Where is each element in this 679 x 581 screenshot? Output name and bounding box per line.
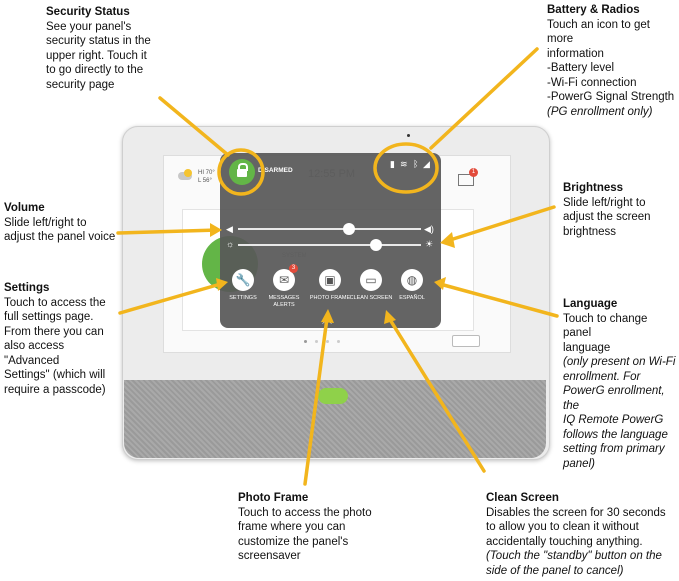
battery-icon[interactable]: ▮ — [390, 159, 395, 169]
language-arrow — [440, 284, 557, 316]
messages-alerts-label: MESSAGES ALERTS — [268, 295, 300, 308]
speaker-low-icon: ◀ — [226, 224, 233, 234]
callout-note: follows the language — [563, 428, 668, 441]
callout-line: screensaver — [238, 550, 301, 562]
callout-line: Slide left/right to — [4, 216, 87, 229]
brightness-arrow — [450, 207, 554, 240]
callout-line: accidentally touching anything. — [486, 535, 643, 548]
weather-low: L 56° — [198, 178, 212, 184]
callout-line: -Wi-Fi connection — [547, 76, 637, 89]
callout-note: (Touch the "standby" button on the — [486, 550, 662, 562]
brightness-title: Brightness — [563, 182, 624, 194]
bluetooth-icon[interactable]: ᛒ — [413, 159, 419, 169]
callout-line: Touch to access the photo — [238, 506, 372, 519]
volume-arrowhead — [210, 223, 222, 237]
clean-screen-label: CLEAN SCREEN — [349, 295, 393, 301]
weather-high: HI 70° — [198, 170, 215, 176]
callout-line: From there you can — [4, 325, 104, 338]
callout-note: (PG enrollment only) — [547, 105, 653, 118]
clean-screen-icon: ▭ — [365, 273, 377, 287]
battery-radios-title: Battery & Radios — [547, 4, 640, 16]
battery-arrow — [431, 49, 537, 148]
clean-screen-title: Clean Screen — [486, 492, 559, 504]
callout-note: side of the panel to cancel) — [486, 564, 624, 577]
callout-line: Touch to change panel — [563, 312, 648, 339]
callout-line: -PowerG Signal Strength — [547, 91, 675, 103]
security-arrow — [160, 98, 228, 155]
callout-line: information — [547, 47, 604, 60]
wrench-icon: 🔧 — [235, 273, 251, 287]
callout-line: See your panel's — [46, 20, 132, 33]
callout-note: enrollment. For — [563, 370, 641, 383]
photo-frame-icon: ▣ — [324, 273, 336, 287]
callout-line: -Battery level — [547, 62, 615, 74]
alerts-badge-count: 3 — [291, 265, 296, 271]
callout-line: adjust the screen — [563, 211, 651, 223]
callout-line: security status in the — [46, 35, 151, 47]
settings-arrow — [120, 283, 224, 313]
speaker-high-icon: ◀) — [424, 224, 434, 234]
security-status-title: Security Status — [46, 6, 130, 18]
settings-label: SETTINGS — [229, 295, 257, 301]
signal-strength-icon[interactable]: ◢ — [423, 159, 430, 169]
photo-frame-label: PHOTO FRAME — [309, 295, 351, 301]
photo-frame-arrow — [305, 318, 327, 484]
callout-line: Slide left/right to — [563, 196, 646, 209]
callout-line: Disables the screen for 30 seconds — [486, 506, 666, 519]
brightness-arrowhead — [440, 232, 455, 248]
volume-title: Volume — [4, 202, 45, 214]
callout-line: to allow you to clean it without — [486, 521, 639, 533]
callout-note: PowerG enrollment, the — [563, 385, 665, 412]
callout-line: language — [563, 341, 611, 354]
wifi-icon[interactable]: ≋ — [400, 159, 408, 169]
callout-note: setting from primary — [563, 443, 665, 455]
security-highlight-circle — [219, 150, 263, 194]
callout-line: also access "Advanced — [4, 340, 65, 367]
clean-screen-arrow — [389, 318, 484, 471]
callout-line: customize the panel's — [238, 535, 349, 548]
clean-screen-arrowhead — [384, 310, 396, 324]
status-text: DISARMED — [258, 167, 293, 174]
callout-line: require a passcode) — [4, 383, 106, 396]
envelope-icon: ✉ — [278, 273, 290, 287]
callout-line: full settings page. — [4, 311, 94, 323]
photo-frame-arrowhead — [321, 309, 334, 323]
callout-line: upper right. Touch it — [46, 49, 147, 62]
callout-note: panel) — [563, 457, 595, 470]
brightness-low-icon: ☼ — [226, 239, 235, 249]
globe-icon: ◍ — [406, 273, 418, 287]
callout-note: (only present on Wi-Fi — [563, 356, 676, 368]
callout-line: frame where you can — [238, 521, 346, 533]
callout-line: brightness — [563, 225, 617, 238]
callout-note: IQ Remote PowerG — [563, 414, 664, 426]
callout-line: to go directly to the — [46, 64, 144, 76]
language-label: ESPAÑOL — [399, 295, 425, 301]
callout-line: security page — [46, 78, 115, 91]
language-arrowhead — [434, 277, 446, 290]
mail-badge-count: 1 — [471, 169, 476, 175]
callout-line: Touch an icon to get more — [547, 18, 650, 45]
photo-frame-title: Photo Frame — [238, 492, 309, 504]
volume-arrow — [118, 230, 218, 233]
brightness-high-icon: ☀ — [425, 239, 434, 249]
settings-title: Settings — [4, 282, 50, 294]
callout-line: adjust the panel voice — [4, 231, 116, 243]
status-icons-highlight-circle — [375, 144, 437, 192]
callout-line: Settings" (which will — [4, 369, 106, 381]
settings-arrowhead — [216, 278, 228, 291]
callout-line: Touch to access the — [4, 296, 106, 309]
language-title: Language — [563, 298, 618, 310]
